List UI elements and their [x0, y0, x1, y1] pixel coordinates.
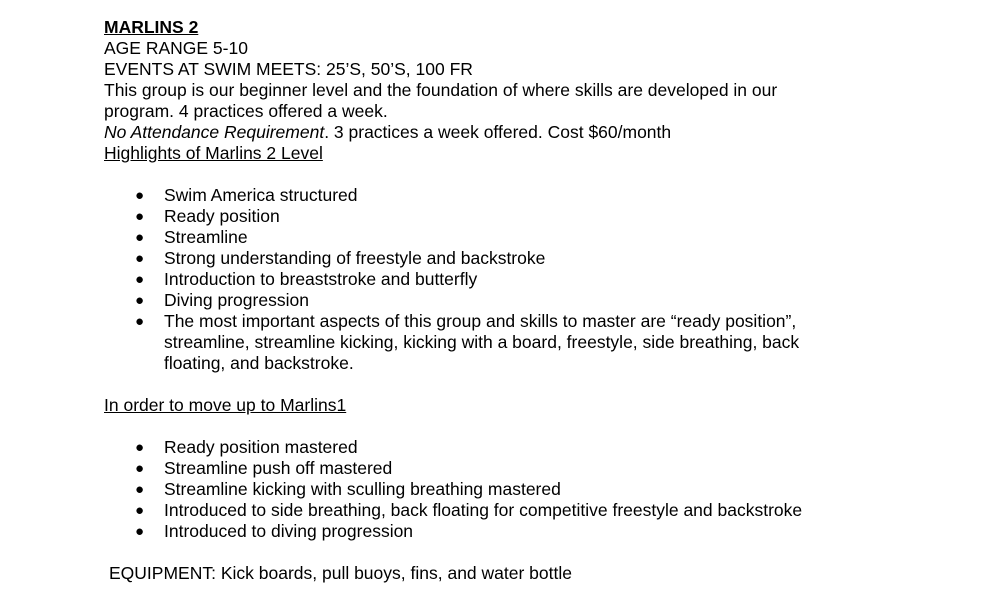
list-item-text: Introduction to breaststroke and butterfly — [164, 269, 478, 289]
bullet-icon: ● — [135, 502, 145, 519]
bullet-icon: ● — [135, 439, 145, 456]
list-item-text: Streamline kicking with sculling breathing mastered — [164, 479, 561, 499]
document-page — [104, 17, 864, 584]
list-item-text: The most important aspects of this group and skills to master are “ready position”, streamline, streamline kicking, kicking with a board, freestyle, side breathing, back floating, and backstroke. — [164, 311, 800, 373]
list-item — [104, 500, 844, 521]
bullet-icon: ● — [135, 229, 145, 246]
list-item-text: Swim America structured — [164, 185, 358, 205]
list-item-text: Ready position mastered — [164, 437, 358, 457]
list-item-text: Strong understanding of freestyle and backstroke — [164, 248, 546, 268]
attendance-line — [104, 122, 864, 143]
list-item — [104, 248, 844, 269]
doc-title: MARLINS 2 — [104, 17, 199, 37]
equipment-line: EQUIPMENT: Kick boards, pull buoys, fins, and water bottle — [109, 563, 572, 583]
list-item-text: Streamline — [164, 227, 248, 247]
spacer — [104, 542, 864, 563]
bullet-icon: ● — [135, 187, 145, 204]
list-item — [104, 185, 844, 206]
highlights-heading: Highlights of Marlins 2 Level — [104, 143, 323, 163]
bullet-icon: ● — [135, 292, 145, 309]
list-item-text: Streamline push off mastered — [164, 458, 393, 478]
bullet-icon: ● — [135, 208, 145, 225]
highlights-list — [104, 185, 864, 374]
bullet-icon: ● — [135, 481, 145, 498]
description: This group is our beginner level and the foundation of where skills are developed in our program. 4 practices offered a week. — [104, 80, 778, 121]
spacer — [104, 416, 864, 437]
list-item — [104, 290, 844, 311]
list-item — [104, 269, 844, 290]
events-line: EVENTS AT SWIM MEETS: 25’S, 50’S, 100 FR — [104, 59, 473, 79]
list-item-text: Introduced to diving progression — [164, 521, 414, 541]
spacer — [104, 164, 864, 185]
list-item-text: Diving progression — [164, 290, 309, 310]
bullet-icon: ● — [135, 250, 145, 267]
bullet-icon: ● — [135, 523, 145, 540]
list-item — [104, 437, 844, 458]
list-item-text: Ready position — [164, 206, 280, 226]
list-item — [104, 206, 844, 227]
attendance-rest: . 3 practices a week offered. Cost $60/month — [324, 122, 672, 142]
move-up-list — [104, 437, 864, 542]
bullet-icon: ● — [135, 313, 145, 330]
spacer — [104, 374, 864, 395]
list-item — [104, 227, 844, 248]
bullet-icon: ● — [135, 460, 145, 477]
list-item — [104, 479, 844, 500]
move-up-heading: In order to move up to Marlins1 — [104, 395, 347, 415]
list-item — [104, 521, 844, 542]
attendance-italic: No Attendance Requirement — [104, 122, 325, 142]
list-item-text: Introduced to side breathing, back floating for competitive freestyle and backstroke — [164, 500, 803, 520]
age-range: AGE RANGE 5-10 — [104, 38, 248, 58]
list-item — [104, 311, 844, 374]
bullet-icon: ● — [135, 271, 145, 288]
list-item — [104, 458, 844, 479]
